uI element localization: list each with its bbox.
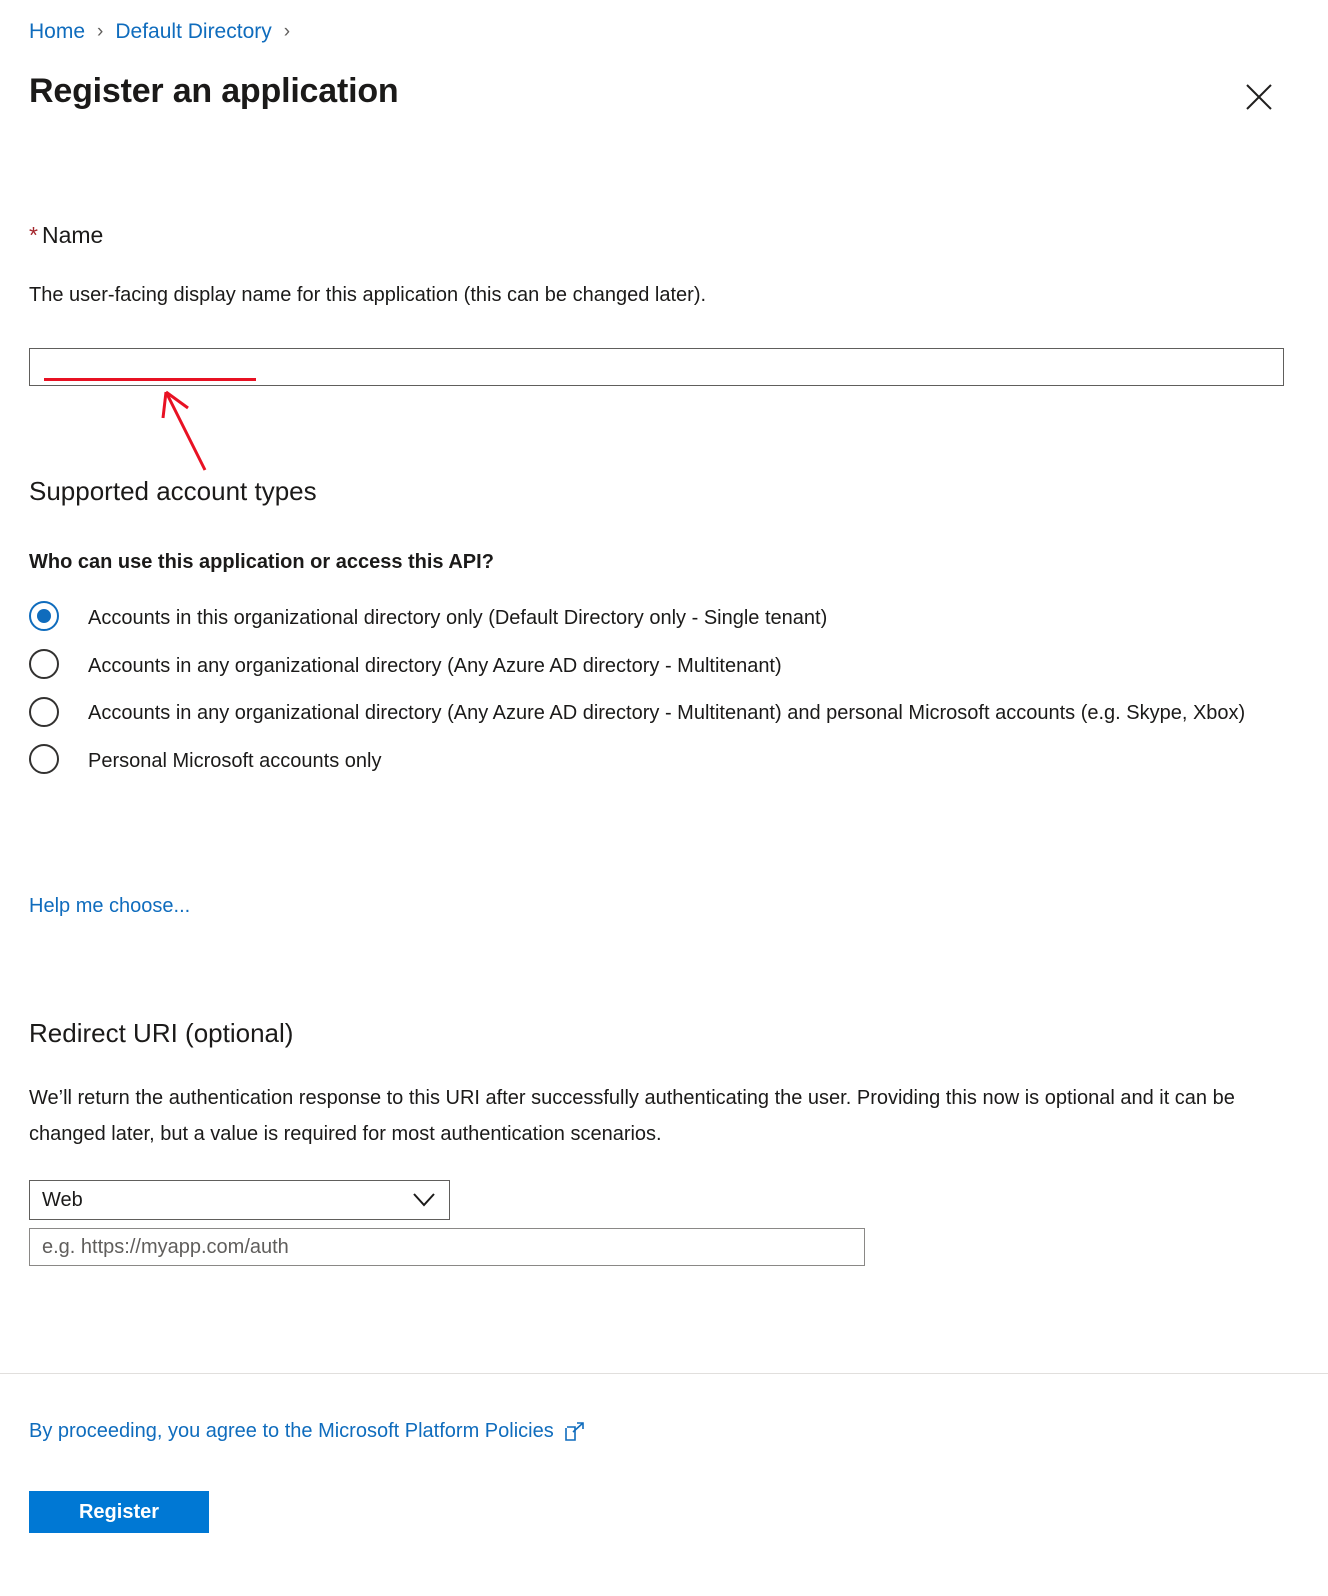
close-icon[interactable] bbox=[1242, 80, 1276, 114]
radio-icon-selected bbox=[29, 601, 59, 631]
radio-option-personal-only[interactable] bbox=[29, 743, 1279, 779]
breadcrumb-separator-icon-2: › bbox=[283, 21, 291, 42]
supported-account-types-heading: Supported account types bbox=[29, 476, 317, 506]
annotation-arrow-icon bbox=[150, 386, 220, 472]
help-me-choose-link[interactable]: Help me choose... bbox=[29, 895, 191, 917]
name-label-text: Name bbox=[41, 222, 104, 248]
supported-account-types-radio-group bbox=[29, 600, 1279, 791]
radio-icon bbox=[29, 649, 59, 679]
radio-icon bbox=[29, 697, 59, 727]
breadcrumb-item-default-directory[interactable]: Default Directory bbox=[115, 20, 272, 43]
page-title: Register an application bbox=[29, 72, 399, 110]
radio-option-single-tenant[interactable] bbox=[29, 600, 1279, 636]
radio-option-multitenant[interactable] bbox=[29, 648, 1279, 684]
footer-divider bbox=[0, 1373, 1328, 1374]
name-description: The user-facing display name for this application (this can be changed later). bbox=[29, 284, 707, 306]
platform-policies-link[interactable]: By proceeding, you agree to the Microsoft Platform Policies bbox=[29, 1420, 554, 1442]
redirect-uri-heading: Redirect URI (optional) bbox=[29, 1018, 294, 1048]
radio-option-label: Accounts in any organizational directory (Any Azure AD directory - Multitenant) bbox=[88, 655, 782, 677]
external-link-icon[interactable] bbox=[564, 1421, 586, 1443]
redirect-uri-description: We’ll return the authentication response to this URI after successfully authenticating the user. Providing this now is optional and it can be changed later, but a value is required for most authentication scenarios. bbox=[29, 1087, 1235, 1145]
redirect-platform-select[interactable] bbox=[29, 1180, 450, 1220]
radio-icon bbox=[29, 744, 59, 774]
breadcrumb-item-home[interactable]: Home bbox=[29, 20, 86, 43]
radio-option-multitenant-and-personal[interactable] bbox=[29, 696, 1279, 731]
redirect-uri-input[interactable] bbox=[29, 1228, 865, 1266]
radio-option-label: Accounts in any organizational directory (Any Azure AD directory - Multitenant) and personal Microsoft accounts (e.g. Skype, Xbox) bbox=[88, 702, 1246, 724]
required-asterisk: * bbox=[29, 222, 38, 248]
name-label bbox=[29, 222, 103, 249]
redirect-platform-select-wrapper bbox=[29, 1180, 450, 1220]
breadcrumb-separator-icon: › bbox=[97, 21, 104, 42]
annotation-underline bbox=[44, 378, 256, 381]
breadcrumb bbox=[29, 18, 302, 46]
radio-option-label: Personal Microsoft accounts only bbox=[88, 750, 382, 772]
register-button[interactable]: Register bbox=[29, 1491, 209, 1533]
platform-policies-line bbox=[29, 1420, 586, 1443]
supported-account-types-question: Who can use this application or access this API? bbox=[29, 551, 494, 573]
radio-option-label: Accounts in this organizational directory only (Default Directory only - Single tenant) bbox=[88, 607, 828, 629]
